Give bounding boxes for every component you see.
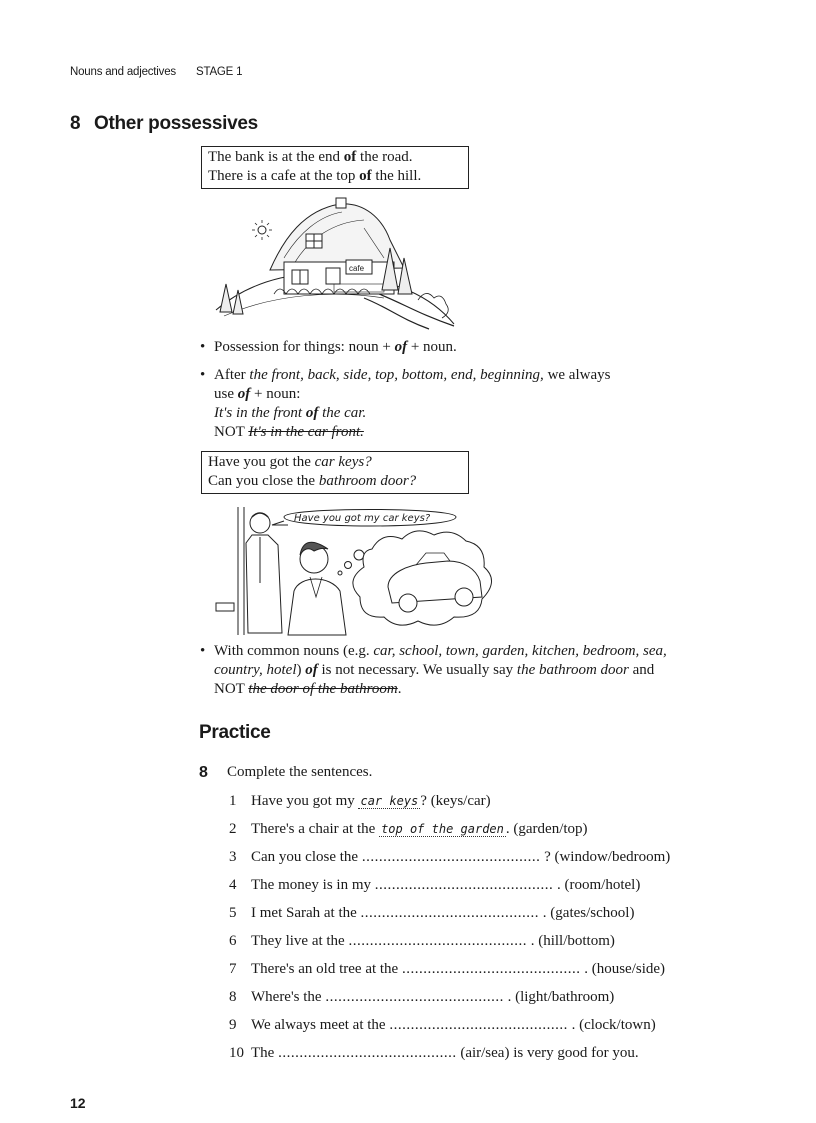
speech-bubble-text: Have you got my car keys? [294, 513, 431, 524]
example-line: There is a cafe at the top of the hill. [208, 168, 422, 184]
page-title [70, 113, 258, 135]
example-line: Can you close the bathroom door? [208, 473, 417, 489]
bullet-after-position-words: • After the front, back, side, top, bottom, end, beginning, we always use of + noun: It's in the front of the car. NOT It's in the car front. [200, 367, 611, 440]
answer-blank[interactable]: .......................................... [278, 1045, 457, 1061]
exercise-item: 7 There's an old tree at the .......................................... . (house/side) [229, 961, 666, 977]
header-section: Nouns and adjectives [70, 66, 176, 78]
example-box-1 [201, 146, 469, 189]
unit-number: 8 [70, 113, 81, 134]
exercise-item: 5 I met Sarah at the .......................................... . (gates/school) [229, 905, 635, 921]
answer-field[interactable]: top of the garden [381, 822, 504, 836]
exercise-item: 8 Where's the .......................................... . (light/bathroom) [229, 989, 615, 1005]
example-line: The bank is at the end of the road. [208, 149, 413, 165]
example-box-2 [201, 451, 469, 494]
header-stage: STAGE 1 [196, 66, 243, 78]
page-number: 12 [70, 1095, 86, 1111]
exercise-instruction: Complete the sentences. [227, 764, 373, 780]
exercise-item: 9 We always meet at the .......................................... . (clock/town) [229, 1017, 656, 1033]
answer-blank[interactable]: .......................................... [325, 989, 504, 1005]
exercise-number: 8 [199, 764, 208, 781]
bullet-common-nouns: • With common nouns (e.g. car, school, town, garden, kitchen, bedroom, sea, country, hotel) of is not necessary. We usually say the bathroom door and NOT the door of the bathroom. [200, 643, 667, 697]
cottage-cafe-illustration [214, 198, 459, 330]
unit-title: Other possessives [94, 113, 258, 134]
exercise-item: 1 Have you got my car keys ? (keys/car) [229, 793, 491, 809]
exercise-item: 4 The money is in my .......................................... . (room/hotel) [229, 877, 641, 893]
answer-blank[interactable]: .......................................... [360, 905, 540, 921]
exercise-item: 2 There's a chair at the top of the garden . (garden/top) [229, 821, 588, 837]
wrong-example: the door of the bathroom [248, 681, 398, 697]
car-keys-illustration [212, 503, 502, 638]
answer-field[interactable]: car keys [360, 794, 419, 808]
answer-blank[interactable]: .......................................... [348, 933, 527, 949]
answer-blank[interactable]: .......................................... [389, 1017, 568, 1033]
exercise-item: 6 They live at the .......................................... . (hill/bottom) [229, 933, 615, 949]
wrong-example: It's in the car front. [248, 424, 364, 440]
practice-heading: Practice [199, 722, 271, 743]
example-line: Have you got the car keys? [208, 454, 372, 470]
answer-blank[interactable]: .......................................... [401, 961, 581, 977]
answer-blank[interactable]: .......................................... [361, 849, 541, 865]
exercise-item: 10 The .......................................... (air/sea) is very good for you. [229, 1045, 639, 1061]
exercise-item: 3 Can you close the .......................................... ? (window/bedroom) [229, 849, 671, 865]
bullet-possession-rule: • Possession for things: noun + of + noun. [200, 339, 457, 355]
answer-blank[interactable]: .......................................... [374, 877, 554, 893]
cafe-sign: cafe [349, 264, 365, 273]
